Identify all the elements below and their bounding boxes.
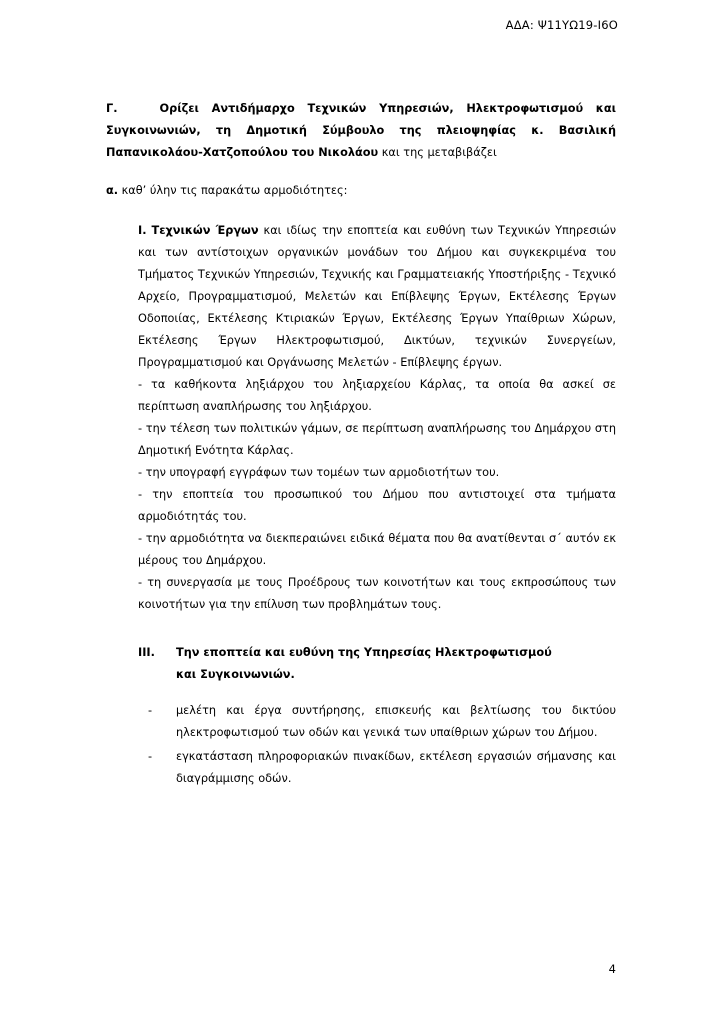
roman-iii-bullet-list bbox=[138, 700, 616, 790]
roman-iii-marker: ΙΙΙ. bbox=[138, 646, 155, 660]
item-a-marker: α. bbox=[106, 184, 119, 198]
list-item-text: εγκατάσταση πληροφοριακών πινακίδων, εκτέλεση εργασιών σήμανσης και διαγράμμισης οδών. bbox=[176, 750, 616, 786]
page-number: 4 bbox=[608, 962, 616, 976]
roman-i-dash-item: - την υπογραφή εγγράφων των τομέων των αρμοδιοτήτων του. bbox=[138, 466, 500, 480]
list-item bbox=[138, 746, 616, 790]
roman-i-paragraph bbox=[138, 220, 616, 374]
roman-i-block bbox=[138, 220, 616, 616]
roman-iii-line2: και Συγκοινωνιών. bbox=[176, 668, 295, 682]
roman-i-dash-item: - την εποπτεία του προσωπικού του Δήμου που αντιστοιχεί στα τμήματα αρμοδιότητάς του. bbox=[138, 488, 616, 524]
roman-i-dash-item: - τη συνεργασία με τους Προέδρους των κοινοτήτων και τους εκπροσώπους των κοινοτήτων για την επίλυση των προβλημάτων τους. bbox=[138, 576, 616, 612]
roman-iii-line1: Την εποπτεία και ευθύνη της Υπηρεσίας Ηλεκτροφωτισμού bbox=[176, 646, 552, 660]
paragraph-item-c bbox=[106, 98, 616, 164]
paragraph-item-a bbox=[106, 180, 616, 202]
bullet-dash-icon: - bbox=[148, 704, 153, 718]
item-c-bold-text: Ορίζει Αντιδήμαρχο Τεχνικών Υπηρεσιών, Ηλεκτροφωτισμού και Συγκοινωνιών, τη Δημοτική Σύμβουλο της πλειοψηφίας κ. Βασιλική Παπανικολάου-Χατζοπούλου του Νικολάου bbox=[106, 102, 616, 160]
bullet-dash-icon: - bbox=[148, 750, 153, 764]
roman-iii-heading bbox=[138, 642, 616, 686]
roman-i-title: Τεχνικών Έργων bbox=[151, 224, 259, 238]
ada-code-header: ΑΔΑ: Ψ11ΥΩ19-Ι6Ο bbox=[505, 18, 618, 32]
item-c-marker: Γ. bbox=[106, 102, 118, 115]
list-item-text: μελέτη και έργα συντήρησης, επισκευής και βελτίωσης του δικτύου ηλεκτροφωτισμού των οδών και γενικά των υπαίθριων χώρων του Δήμου. bbox=[176, 704, 616, 740]
document-body bbox=[106, 98, 616, 792]
roman-i-marker: Ι. bbox=[138, 224, 147, 238]
roman-i-body: και ιδίως την εποπτεία και ευθύνη των Τεχνικών Υπηρεσιών και των αντίστοιχων οργανικών μονάδων του Δήμου και συγκεκριμένα του Τμήματος Τεχνικών Υπηρεσιών, Τεχνικής και Γραμματειακής Υποστήριξης - Τεχνικό Αρχείο, Προγραμματισμού, Μελετών και Επίβλεψης Έργων, Εκτέλεσης Έργων Οδοποιίας, Εκτέλεσης Κτιριακών Έργων, Εκτέλεσης Έργων Υπαίθριων Χώρων, Εκτέλεσης Έργων Ηλεκτροφωτισμού, Δικτύων, τεχνικών Συνεργείων, Προγραμματισμού και Οργάνωσης Μελετών - Επίβλεψης έργων. bbox=[138, 224, 617, 370]
roman-i-dash-item: - την αρμοδιότητα να διεκπεραιώνει ειδικά θέματα που θα ανατίθενται σ΄ αυτόν εκ μέρους του Δημάρχου. bbox=[138, 532, 616, 568]
roman-i-dash-item: - την τέλεση των πολιτικών γάμων, σε περίπτωση αναπλήρωσης του Δημάρχου στη Δημοτική Ενότητα Κάρλας. bbox=[138, 422, 616, 458]
list-item bbox=[138, 700, 616, 744]
item-c-normal-text: και της μεταβιβάζει bbox=[378, 146, 497, 160]
item-a-text: καθ’ ύλην τις παρακάτω αρμοδιότητες: bbox=[118, 184, 348, 198]
roman-i-dash-item: - τα καθήκοντα ληξιάρχου του ληξιαρχείου Κάρλας, τα οποία θα ασκεί σε περίπτωση αναπλήρωσης του ληξιάρχου. bbox=[138, 378, 616, 414]
